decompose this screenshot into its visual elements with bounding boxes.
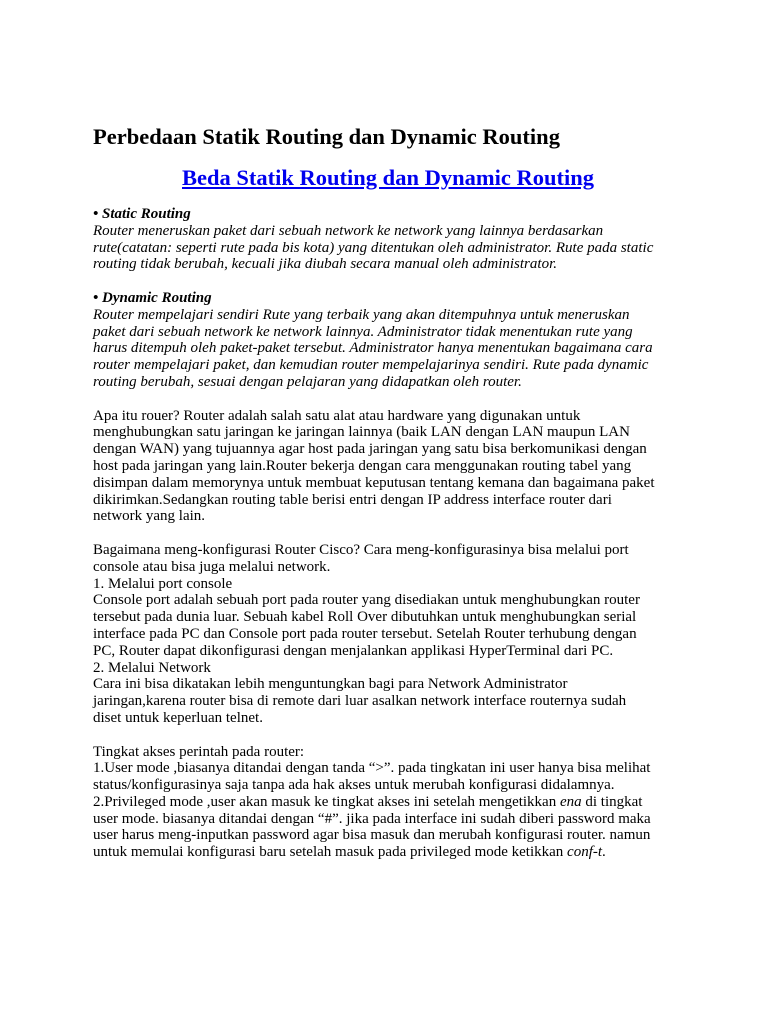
router-config-line: jaringan,karena router bisa di remote dari luar asalkan network interface routernya sudah bbox=[93, 693, 627, 710]
subtitle-link[interactable]: Beda Statik Routing dan Dynamic Routing bbox=[182, 165, 594, 190]
router-config-line: tersebut pada dunia luar. Sebuah kabel Roll Over dibutuhkan untuk menghubungkan serial bbox=[93, 609, 637, 626]
router-config-line: 1. Melalui port console bbox=[93, 575, 233, 592]
dynamic-routing-line: routing berubah, sesuai dengan pelajaran yang didapatkan oleh router. bbox=[93, 373, 522, 390]
router-config-line: Console port adalah sebuah port pada router yang disediakan untuk menghubungkan router bbox=[93, 592, 640, 609]
privileged-text: 2.Privileged mode ,user akan masuk ke tingkat akses ini setelah mengetikkan bbox=[93, 793, 560, 810]
document-body bbox=[93, 123, 683, 861]
privileged-mode-line: user mode. biasanya ditandai dengan “#”. jika pada interface ini sudah diberi password maka bbox=[93, 810, 651, 827]
privileged-mode-line bbox=[93, 794, 683, 811]
static-routing-section bbox=[93, 206, 683, 273]
user-mode-line: status/konfigurasinya saja tanpa ada hak akses untuk merubah konfigurasi didalamnya. bbox=[93, 777, 615, 794]
access-levels-section bbox=[93, 744, 683, 862]
router-definition-line: disimpan dalam memorynya untuk membuat keputusan tentang kemana dan bagaimana paket bbox=[93, 474, 655, 491]
dynamic-routing-line: Router mempelajari sendiri Rute yang terbaik yang akan ditempuhnya untuk meneruskan bbox=[93, 306, 630, 323]
dynamic-routing-heading: • Dynamic Routing bbox=[93, 289, 212, 306]
router-config-line: PC, Router dapat dikonfigurasi dengan menjalankan applikasi HyperTerminal dari PC. bbox=[93, 642, 614, 659]
access-intro: Tingkat akses perintah pada router: bbox=[93, 743, 305, 760]
privileged-text: di tingkat bbox=[581, 793, 643, 810]
page-title: Perbedaan Statik Routing dan Dynamic Routing bbox=[93, 124, 560, 149]
router-definition-line: dengan WAN) yang tujuannya agar host pada jaringan yang satu bisa berkomunikasi dengan bbox=[93, 441, 647, 458]
router-definition-line: host pada jaringan yang lain.Router bekerja dengan cara menggunakan routing tabel yang bbox=[93, 457, 632, 474]
router-definition-line: menghubungkan satu jaringan ke jaringan lainnya (baik LAN dengan LAN maupun LAN bbox=[93, 424, 630, 441]
router-definition-line: dikirimkan.Sedangkan routing table berisi entri dengan IP address interface router dari bbox=[93, 491, 612, 508]
router-config-line: console atau bisa juga melalui network. bbox=[93, 558, 331, 575]
subtitle-heading bbox=[93, 164, 683, 192]
router-config-line: diset untuk keperluan telnet. bbox=[93, 709, 263, 726]
router-config-section bbox=[93, 542, 683, 727]
dynamic-routing-line: harus ditempuh oleh paket-paket tersebut. Administrator hanya menentukan bagaimana cara bbox=[93, 340, 653, 357]
router-definition-section bbox=[93, 408, 683, 526]
dynamic-routing-line: paket dari sebuah network ke network lainnya. Administrator tidak menentukan rute yang bbox=[93, 323, 633, 340]
router-definition-line: Apa itu rouer? Router adalah salah satu alat atau hardware yang digunakan untuk bbox=[93, 407, 581, 424]
privileged-text: untuk memulai konfigurasi baru setelah masuk pada privileged mode ketikkan bbox=[93, 844, 568, 861]
router-config-line: Bagaimana meng-konfigurasi Router Cisco? Cara meng-konfigurasinya bisa melalui port bbox=[93, 541, 629, 558]
static-routing-line: Router meneruskan paket dari sebuah network ke network yang lainnya berdasarkan bbox=[93, 222, 604, 239]
conf-t-command: conf-t bbox=[567, 844, 603, 861]
dynamic-routing-section bbox=[93, 290, 683, 391]
router-config-line: Cara ini bisa dikatakan lebih menguntungkan bagi para Network Administrator bbox=[93, 676, 568, 693]
privileged-mode-line bbox=[93, 844, 683, 861]
router-config-line: 2. Melalui Network bbox=[93, 659, 211, 676]
static-routing-line: routing tidak berubah, kecuali jika diubah secara manual oleh administrator. bbox=[93, 256, 557, 273]
user-mode-line: 1.User mode ,biasanya ditandai dengan tanda “>”. pada tingkatan ini user hanya bisa melihat bbox=[93, 760, 651, 777]
router-definition-line: network yang lain. bbox=[93, 508, 206, 525]
static-routing-line: rute(catatan: seperti rute pada bis kota) yang ditentukan oleh administrator. Rute pada static bbox=[93, 239, 654, 256]
dynamic-routing-line: router mempelajari paket, dan kemudian router mempelajarinya sendiri. Rute pada dynamic bbox=[93, 357, 649, 374]
static-routing-heading: • Static Routing bbox=[93, 206, 191, 222]
ena-command: ena bbox=[559, 793, 582, 810]
router-config-line: interface pada PC dan Console port pada router tersebut. Setelah Router terhubung dengan bbox=[93, 625, 637, 642]
privileged-mode-line: user harus meng-inputkan password agar bisa masuk dan merubah konfigurasi router. namun bbox=[93, 827, 651, 844]
privileged-text: . bbox=[602, 844, 606, 861]
